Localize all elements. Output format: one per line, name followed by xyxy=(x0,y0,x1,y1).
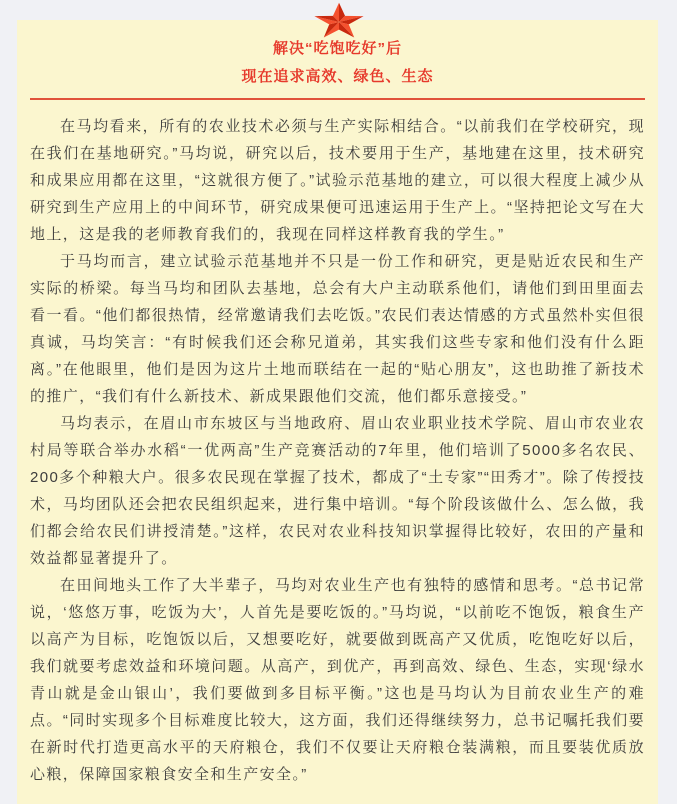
red-star-icon xyxy=(312,2,366,42)
article-paragraph: 于马均而言，建立试验示范基地并不只是一份工作和研究，更是贴近农民和生产实际的桥梁。每当马均和团队去基地，总会有大户主动联系他们，请他们到田里面去看一看。“他们都很热情，经常邀请我们去吃饭。”农民们表达情感的方式虽然朴实但很真诚，马均笑言：“有时候我们还会称兄道弟，其实我们这些专家和他们没有什么距离。”在他眼里，他们是因为这片土地而联结在一起的“贴心朋友”，这也助推了新技术的推广，“我们有什么新技术、新成果跟他们交流，他们都乐意接受。” xyxy=(30,253,645,405)
article-body xyxy=(17,113,658,788)
article-title-line2: 现在追求高效、绿色、生态 xyxy=(241,68,434,85)
title-divider xyxy=(30,98,645,100)
article-paragraph: 在马均看来，所有的农业技术必须与生产实际相结合。“以前我们在学校研究，现在我们在基地研究。”马均说，研究以后，技术要用于生产，基地建在这里，技术研究和成果应用都在这里，“这就很方便了。”试验示范基地的建立，可以很大程度上减少从研究到生产应用上的中间环节，研究成果便可迅速运用于生产上。“坚持把论文写在大地上，这是我的老师教育我们的，我现在同样这样教育我的学生。” xyxy=(30,118,645,243)
article-paragraph: 在田间地头工作了大半辈子，马均对农业生产也有独特的感情和思考。“总书记常说，‘悠悠万事，吃饭为大’，人首先是要吃饭的。”马均说，“以前吃不饱饭，粮食生产以高产为目标，吃饱饭以后，又想要吃好，就要做到既高产又优质，吃饱吃好以后，我们就要考虑效益和环境问题。从高产，到优产，再到高效、绿色、生态，实现‘绿水青山就是金山银山’，我们要做到多目标平衡。”这也是马均认为目前农业生产的难点。“同时实现多个目标难度比较大，这方面，我们还得继续努力，总书记嘱托我们要在新时代打造更高水平的天府粮仓，我们不仅要让天府粮仓装满粮，而且要装优质放心粮，保障国家粮食安全和生产安全。” xyxy=(30,577,645,783)
article-paragraph: 马均表示，在眉山市东坡区与当地政府、眉山农业职业技术学院、眉山市农业农村局等联合举办水稻“一优两高”生产竞赛活动的7年里，他们培训了5000多名农民、200多个种粮大户。很多农民现在掌握了技术，都成了“土专家”“田秀才”。除了传授技术，马均团队还会把农民组织起来，进行集中培训。“每个阶段该做什么、怎么做，我们都会给农民们讲授清楚。”这样，农民对农业科技知识掌握得比较好，农田的产量和效益都显著提升了。 xyxy=(30,415,645,567)
article-card xyxy=(17,20,658,804)
article-title-line1: 解决“吃饱吃好”后 xyxy=(272,40,402,57)
